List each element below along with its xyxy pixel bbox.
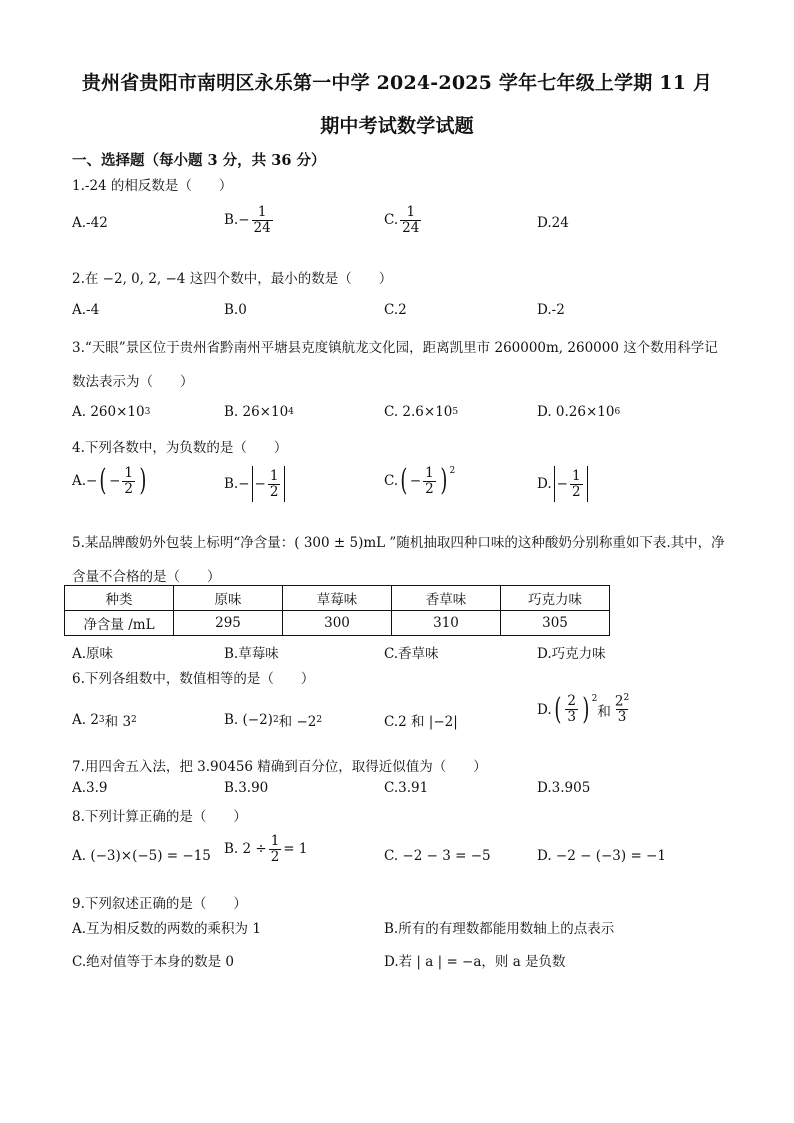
q1-option-b-prefix: B.− xyxy=(224,212,250,229)
fraction-numerator: 1 xyxy=(571,467,581,484)
q6-option-d-fraction1 xyxy=(565,694,578,725)
q4-option-d-prefix: D. xyxy=(537,476,552,492)
table-cell: 300 xyxy=(283,611,392,636)
q6-option-b-base1: B. (−2) xyxy=(224,712,273,728)
numerator-exp: 2 xyxy=(623,693,630,703)
q8-option-b-prefix: B. 2 ÷ xyxy=(224,841,267,858)
q3-option-b-base: B. 26×10 xyxy=(224,404,289,420)
q4-option-d xyxy=(537,466,590,502)
q3-option-a-base: A. 260×10 xyxy=(72,404,145,420)
numerator-base: 2 xyxy=(614,693,624,710)
table-cell: 305 xyxy=(501,611,610,636)
question-7-stem: 7.用四舍五入法，把 3.90456 精确到百分位，取得近似值为（ ） xyxy=(72,759,487,775)
left-paren: ( xyxy=(400,463,408,499)
q4-minus-sign: − xyxy=(254,476,266,492)
q4-option-c-prefix: C. xyxy=(384,473,399,490)
q4-option-c-exponent: 2 xyxy=(449,466,456,476)
fraction-numerator: 1 xyxy=(425,465,434,481)
q6-option-a-exp2: 2 xyxy=(131,715,137,725)
q6-option-d-connector: 和 xyxy=(597,703,611,720)
q4-minus-sign: − xyxy=(409,473,422,490)
question-5-stem-line1: 5.某品牌酸奶外包装上标明“净含量：( 300 ± 5)mL ”随机抽取四种口味的这种酸奶分别称重如下表.其中，净 xyxy=(72,535,725,551)
q6-option-a-exp1: 3 xyxy=(98,715,105,725)
q6-option-d-prefix: D. xyxy=(537,701,552,718)
fraction-denominator: 2 xyxy=(425,480,434,497)
q4-option-d-fraction xyxy=(570,469,583,500)
q8-option-a: A. (−3)×(−5) = −15 xyxy=(72,848,211,864)
table-header-row xyxy=(65,586,610,611)
q2-option-b: B.0 xyxy=(224,302,247,318)
fraction-numerator: 1 xyxy=(257,204,267,220)
q8-option-b-fraction xyxy=(269,834,282,865)
question-6-stem: 6.下列各组数中，数值相等的是（ ） xyxy=(72,671,315,687)
q3-option-a-exponent: 3 xyxy=(144,407,151,417)
q4-option-b-prefix: B.− xyxy=(224,476,250,492)
q4-minus-sign: − xyxy=(556,476,568,492)
right-paren: ) xyxy=(139,463,147,499)
abs-bar-right xyxy=(587,466,588,502)
left-paren: ( xyxy=(99,463,107,499)
q3-option-d-exponent: 6 xyxy=(614,407,621,417)
fraction-numerator: 1 xyxy=(406,204,416,220)
fraction-denominator: 3 xyxy=(617,709,627,726)
q9-option-d: D.若 | a | = −a，则 a 是负数 xyxy=(384,954,566,970)
fraction-denominator: 3 xyxy=(567,709,576,726)
q1-option-b-fraction xyxy=(252,205,273,236)
fraction-denominator: 2 xyxy=(124,480,133,497)
left-paren: ( xyxy=(553,691,562,727)
question-4-stem: 4.下列各数中，为负数的是（ ） xyxy=(72,440,288,456)
question-3-stem-line2: 数法表示为（ ） xyxy=(72,374,194,390)
fraction-denominator: 2 xyxy=(571,483,581,500)
q1-option-c xyxy=(384,205,423,236)
q4-option-b xyxy=(224,466,287,502)
q2-option-c: C.2 xyxy=(384,302,407,318)
q9-option-c: C.绝对值等于本身的数是 0 xyxy=(72,954,235,970)
q6-option-a-base1: A. 2 xyxy=(72,712,99,728)
fraction-denominator: 2 xyxy=(269,483,279,500)
fraction-denominator: 24 xyxy=(253,219,271,236)
q7-option-d: D.3.905 xyxy=(537,780,591,796)
q3-option-a xyxy=(72,404,150,420)
q2-option-d: D.-2 xyxy=(537,302,565,318)
abs-bar-left xyxy=(554,466,555,502)
table-header-cell: 草莓味 xyxy=(283,586,392,611)
question-5-stem-line2: 含量不合格的是（ ） xyxy=(72,569,221,585)
q6-option-b-base2: 和 −2 xyxy=(278,714,317,730)
question-8-stem: 8.下列计算正确的是（ ） xyxy=(72,809,247,825)
q4-option-a-fraction xyxy=(122,466,135,497)
q7-option-a: A.3.9 xyxy=(72,780,108,796)
q8-option-c: C. −2 − 3 = −5 xyxy=(384,848,491,864)
table-row xyxy=(65,611,610,636)
net-content-table xyxy=(64,585,610,636)
q5-option-c: C.香草味 xyxy=(384,646,439,662)
q4-option-b-fraction xyxy=(268,469,281,500)
q6-option-b xyxy=(224,710,322,730)
q8-option-d: D. −2 − (−3) = −1 xyxy=(537,848,666,864)
table-header-cell: 种类 xyxy=(65,586,174,611)
question-1-stem: 1.-24 的相反数是（ ） xyxy=(72,178,233,194)
right-paren: ) xyxy=(440,463,448,499)
q3-option-b xyxy=(224,404,294,420)
table-header-cell: 巧克力味 xyxy=(501,586,610,611)
exam-title-line2: 期中考试数学试题 xyxy=(320,115,474,137)
q3-option-c-base: C. 2.6×10 xyxy=(384,404,453,420)
q4-option-c-fraction xyxy=(423,466,436,497)
q5-option-b: B.草莓味 xyxy=(224,646,279,662)
q4-option-c xyxy=(384,463,456,499)
table-cell: 295 xyxy=(174,611,283,636)
q6-option-c: C.2 和 |−2| xyxy=(384,714,458,730)
q3-option-b-exponent: 4 xyxy=(288,407,294,417)
q7-option-c: C.3.91 xyxy=(384,780,429,796)
question-9-stem: 9.下列叙述正确的是（ ） xyxy=(72,896,247,912)
q1-option-d: D.24 xyxy=(537,215,569,231)
q6-option-d-fraction2 xyxy=(613,694,631,725)
fraction-numerator: 1 xyxy=(269,467,279,484)
question-2-stem: 2.在 −2, 0, 2, −4 这四个数中，最小的数是（ ） xyxy=(72,271,393,287)
q6-option-b-exp2: 2 xyxy=(316,715,323,725)
fraction-denominator: 24 xyxy=(402,219,420,236)
table-cell: 净含量 /mL xyxy=(65,611,174,636)
q2-option-a: A.-4 xyxy=(72,302,100,318)
q1-option-b xyxy=(224,205,275,236)
q5-option-a: A.原味 xyxy=(72,646,114,662)
abs-bar-left xyxy=(252,466,253,502)
table-header-cell: 原味 xyxy=(174,586,283,611)
q9-option-a: A.互为相反数的两数的乘积为 1 xyxy=(72,921,261,937)
exam-title-line1: 贵州省贵阳市南明区永乐第一中学 2024-2025 学年七年级上学期 11 月 xyxy=(81,72,713,94)
q1-option-a: A.-42 xyxy=(72,215,108,231)
q9-option-b: B.所有的有理数都能用数轴上的点表示 xyxy=(384,921,615,937)
question-3-stem-line1: 3.“天眼”景区位于贵州省黔南州平塘县克度镇航龙文化园，距离凯里市 260000m, 260000 这个数用科学记 xyxy=(72,340,718,356)
q8-option-b xyxy=(224,834,308,865)
q6-option-d xyxy=(537,691,633,727)
q4-option-a xyxy=(72,463,149,499)
abs-bar-right xyxy=(284,466,285,502)
fraction-numerator xyxy=(613,694,631,709)
q6-option-a-base2: 和 3 xyxy=(104,714,132,730)
fraction-numerator: 1 xyxy=(270,833,280,849)
q8-option-b-suffix: = 1 xyxy=(283,841,308,858)
q3-option-d-base: D. 0.26×10 xyxy=(537,404,615,420)
q4-option-a-prefix: A.− xyxy=(72,473,98,490)
q1-option-c-prefix: C. xyxy=(384,212,399,229)
fraction-numerator: 1 xyxy=(124,465,133,481)
q3-option-c xyxy=(384,404,458,420)
q3-option-d xyxy=(537,404,620,420)
q6-option-a xyxy=(72,710,137,730)
table-cell: 310 xyxy=(392,611,501,636)
q6-option-d-exp1: 2 xyxy=(591,694,598,704)
q5-option-d: D.巧克力味 xyxy=(537,646,606,662)
fraction-numerator: 2 xyxy=(567,693,576,710)
q4-minus-sign: − xyxy=(109,473,121,490)
table-header-cell: 香草味 xyxy=(392,586,501,611)
q7-option-b: B.3.90 xyxy=(224,780,269,796)
section-heading: 一、选择题（每小题 3 分，共 36 分） xyxy=(72,152,326,169)
q3-option-c-exponent: 5 xyxy=(452,407,459,417)
right-paren: ) xyxy=(582,691,590,727)
q1-option-c-fraction xyxy=(400,205,421,236)
fraction-denominator: 2 xyxy=(270,848,280,865)
q6-option-b-exp1: 2 xyxy=(272,715,279,725)
